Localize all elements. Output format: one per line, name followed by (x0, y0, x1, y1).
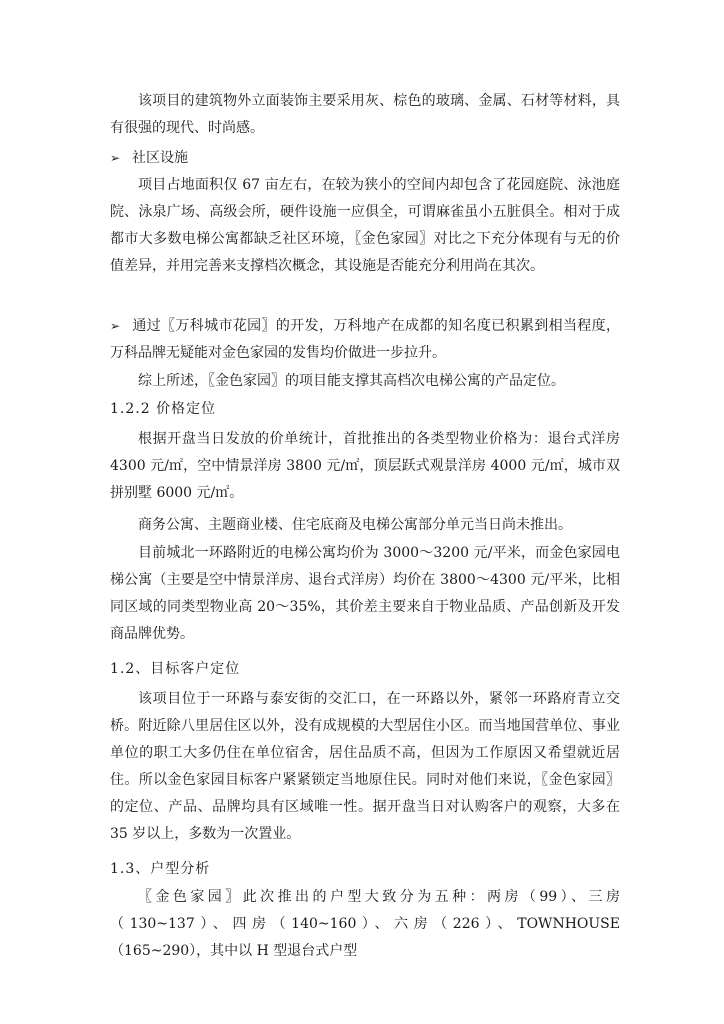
bullet-arrow-icon: ➢ (110, 319, 121, 333)
paragraph-comparison: 目前城北一环路附近的电梯公寓均价为 3000～3200 元/平米，而金色家园电梯公寓（主要是空中情景洋房、退台式洋房）均价在 3800～4300 元/平米，比相同区域的同类型物业高 20～35%，其价差主要来自于物业品质、产品创新及开发商品牌优势。 (110, 545, 620, 642)
bullet-arrow-icon: ➢ (110, 151, 121, 165)
bullet-vanke (110, 313, 620, 367)
section-heading-unit: 1.3、户型分析 (110, 861, 211, 877)
paragraph-summary: 综上所述，〖金色家园〗的项目能支撑其高档次电梯公寓的产品定位。 (138, 373, 565, 389)
paragraph-facade: 该项目的建筑物外立面装饰主要采用灰、棕色的玻璃、金属、石材等材料，具有很强的现代、时尚感。 (110, 93, 620, 136)
section-heading-customer: 1.2、目标客户定位 (110, 661, 241, 677)
section-heading-price: 1.2.2 价格定位 (110, 401, 217, 417)
bullet-community (110, 145, 620, 172)
paragraph-unit: 〖金色家园〗此次推出的户型大致分为五种：两房（99）、三房（130~137）、四房（140~160）、六房（226）、TOWNHOUSE（165~290），其中以 H 型退台式户型 (110, 889, 620, 959)
paragraph-community: 项目占地面积仅 67 亩左右，在较为狭小的空间内却包含了花园庭院、泳池庭院、泳泉广场、高级会所，硬件设施一应俱全，可谓麻雀虽小五脏俱全。相对于成都市大多数电梯公寓都缺乏社区环境，〖金色家园〗对比之下充分体现有与无的价值差异，并用完善来支撑档次概念，其设施是否能充分利用尚在其次。 (110, 177, 620, 274)
community-title: 社区设施 (132, 150, 188, 166)
paragraph-price: 根据开盘当日发放的价单统计，首批推出的各类型物业价格为：退台式洋房 4300 元/㎡，空中情景洋房 3800 元/㎡，顶层跃式观景洋房 4000 元/㎡，城市双拼别墅 6000 元/㎡。 (110, 431, 620, 501)
paragraph-customer: 该项目位于一环路与泰安街的交汇口，在一环路以外，紧邻一环路府青立交桥。附近除八里居住区以外，没有成规模的大型居住小区。而当地国营单位、事业单位的职工大多仍住在单位宿舍，居住品质不高，但因为工作原因又希望就近居住。所以金色家园目标客户紧紧锁定当地原住民。同时对他们来说，〖金色家园〗的定位、产品、品牌均具有区域唯一性。据开盘当日对认购客户的观察，大多在 35 岁以上，多数为一次置业。 (110, 691, 620, 842)
paragraph-commercial: 商务公寓、主题商业楼、住宅底商及电梯公寓部分单元当日尚未推出。 (138, 517, 572, 533)
vanke-text: 通过〖万科城市花园〗的开发，万科地产在成都的知名度已积累到相当程度，万科品牌无疑能对金色家园的发售均价做进一步拉升。 (110, 318, 620, 361)
